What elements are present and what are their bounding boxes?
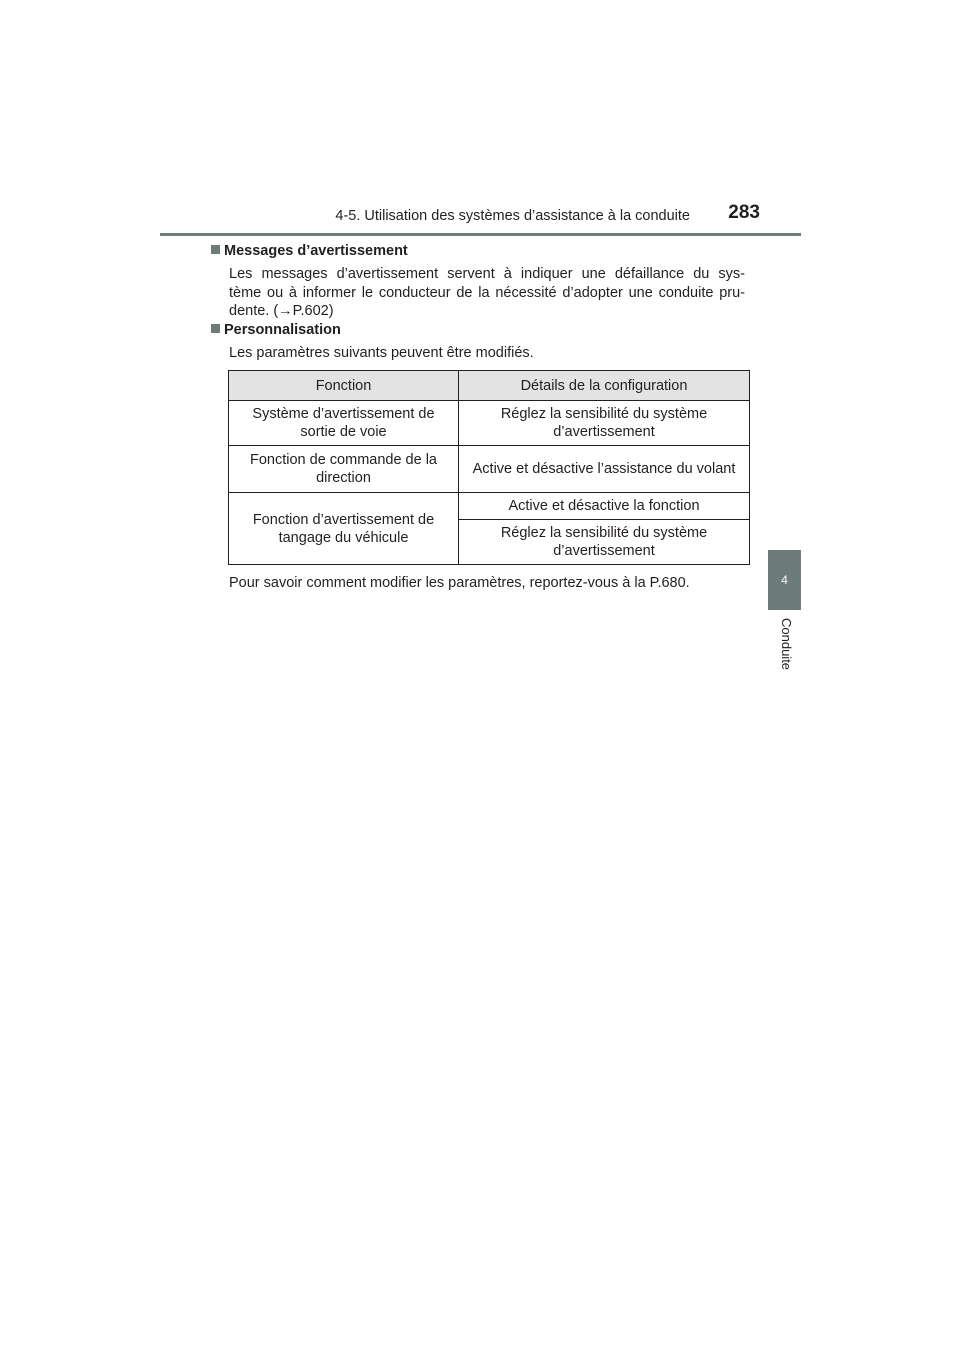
table-row: [229, 401, 750, 446]
section-heading-personnalisation: [211, 322, 341, 338]
table-cell-fonction: Système d’avertissement de sortie de voie: [229, 401, 459, 446]
paragraph-line: tème ou à informer le conducteur de la nécessité d’adopter une conduite pru-: [229, 284, 745, 301]
paragraph-line: [229, 302, 745, 321]
chapter-tab-number: 4: [781, 573, 788, 587]
footer-note: [229, 574, 745, 593]
section-intro-personnalisation: [229, 344, 745, 363]
table-cell-details: Active et désactive l’assistance du volant: [459, 446, 750, 493]
paragraph-line: Les messages d’avertissement servent à indiquer une défaillance du sys-: [229, 266, 745, 282]
chapter-tab: [768, 550, 801, 610]
paragraph-line: Pour savoir comment modifier les paramètres, reportez-vous à la P.680.: [229, 575, 690, 591]
page-number: 283: [728, 202, 760, 223]
square-bullet-icon: [211, 245, 220, 254]
section-heading-text: Personnalisation: [224, 322, 341, 338]
header-rule: [160, 233, 801, 236]
chapter-tab-label: Conduite: [779, 618, 794, 671]
section-paragraph-messages: [229, 265, 745, 321]
table-cell-details: Réglez la sensibilité du système d’avertissement: [459, 520, 750, 565]
table-cell-fonction: Fonction d’avertissement de tangage du véhicule: [229, 493, 459, 565]
table-header-details: Détails de la configuration: [459, 371, 750, 401]
arrow-right-icon: →: [278, 303, 293, 319]
table-cell-details: Active et désactive la fonction: [459, 493, 750, 520]
table-header-row: [229, 371, 750, 401]
table-cell-fonction: Fonction de commande de la direction: [229, 446, 459, 493]
table-cell-details: Réglez la sensibilité du système d’avertissement: [459, 401, 750, 446]
configuration-table: [228, 370, 750, 565]
table-row: [229, 446, 750, 493]
table-header-fonction: Fonction: [229, 371, 459, 401]
section-heading-text: Messages d’avertissement: [224, 243, 408, 259]
chapter-title: 4-5. Utilisation des systèmes d’assistance à la conduite: [335, 208, 690, 224]
square-bullet-icon: [211, 324, 220, 333]
section-heading-messages: [211, 243, 408, 259]
paragraph-line: Les paramètres suivants peuvent être modifiés.: [229, 345, 534, 361]
table-row: [229, 493, 750, 520]
page-reference: P.602): [292, 303, 334, 319]
paragraph-text: dente. (: [229, 303, 279, 319]
